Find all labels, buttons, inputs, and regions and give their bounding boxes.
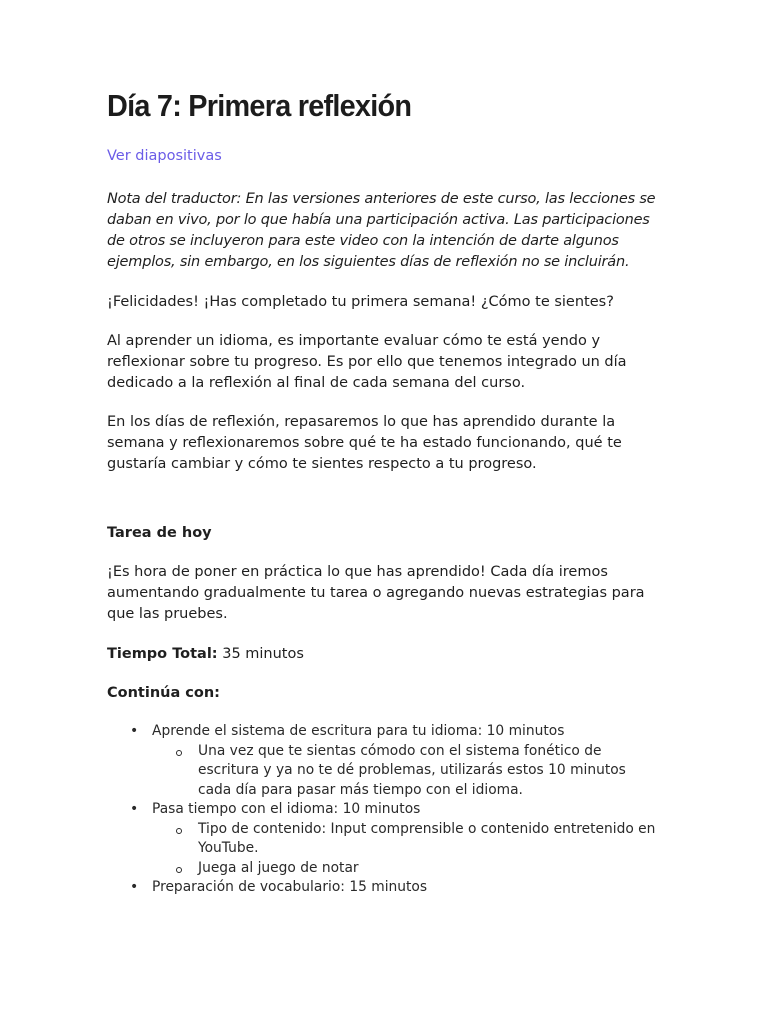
task-label: Pasa tiempo con el idioma: 10 minutos bbox=[152, 801, 421, 817]
total-time bbox=[107, 644, 663, 665]
sub-list-item: Una vez que te sientas cómodo con el sistema fonético de escritura y ya no te dé problemas, utilizarás estos 10 minutos cada día para pasar más tiempo con el idioma. bbox=[198, 742, 663, 801]
task-label: Aprende el sistema de escritura para tu idioma: 10 minutos bbox=[152, 723, 565, 739]
list-item bbox=[152, 722, 663, 800]
page-title: Día 7: Primera reflexión bbox=[107, 88, 412, 123]
task-heading: Tarea de hoy bbox=[107, 525, 212, 541]
sub-list-item: Juega al juego de notar bbox=[198, 859, 663, 879]
reflection-days-paragraph: En los días de reflexión, repasaremos lo que has aprendido durante la semana y reflexionaremos sobre qué te ha estado funcionando, qué te gustaría cambiar y cómo te sientes respecto a tu progreso. bbox=[107, 414, 622, 472]
list-item bbox=[152, 878, 663, 898]
task-intro: ¡Es hora de poner en práctica lo que has aprendido! Cada día iremos aumentando gradualmente tu tarea o agregando nuevas estrategias para que las pruebes. bbox=[107, 564, 645, 622]
total-time-value: 35 minutos bbox=[217, 646, 304, 662]
evaluate-paragraph: Al aprender un idioma, es importante evaluar cómo te está yendo y reflexionar sobre tu progreso. Es por ello que tenemos integrado un día dedicado a la reflexión al final de cada semana del curso. bbox=[107, 333, 627, 391]
task-label: Preparación de vocabulario: 15 minutos bbox=[152, 879, 428, 895]
sub-list bbox=[152, 820, 663, 879]
total-time-label: Tiempo Total: bbox=[107, 646, 218, 662]
sub-list bbox=[152, 742, 663, 801]
continue-heading: Continúa con: bbox=[107, 685, 220, 701]
congrats-text: ¡Felicidades! ¡Has completado tu primera semana! ¿Cómo te sientes? bbox=[107, 294, 614, 310]
translator-note: Nota del traductor: En las versiones anteriores de este curso, las lecciones se daban en vivo, por lo que había una participación activa. Las participaciones de otros se incluyeron para este video con la intención de darte algunos ejemplos, sin embargo, en los siguientes días de reflexión no se incluirán. bbox=[107, 191, 656, 270]
sub-list-item: Tipo de contenido: Input comprensible o contenido entretenido en YouTube. bbox=[198, 820, 663, 859]
view-slides-link[interactable]: Ver diapositivas bbox=[107, 148, 222, 164]
list-item bbox=[152, 800, 663, 878]
task-list bbox=[107, 722, 663, 898]
